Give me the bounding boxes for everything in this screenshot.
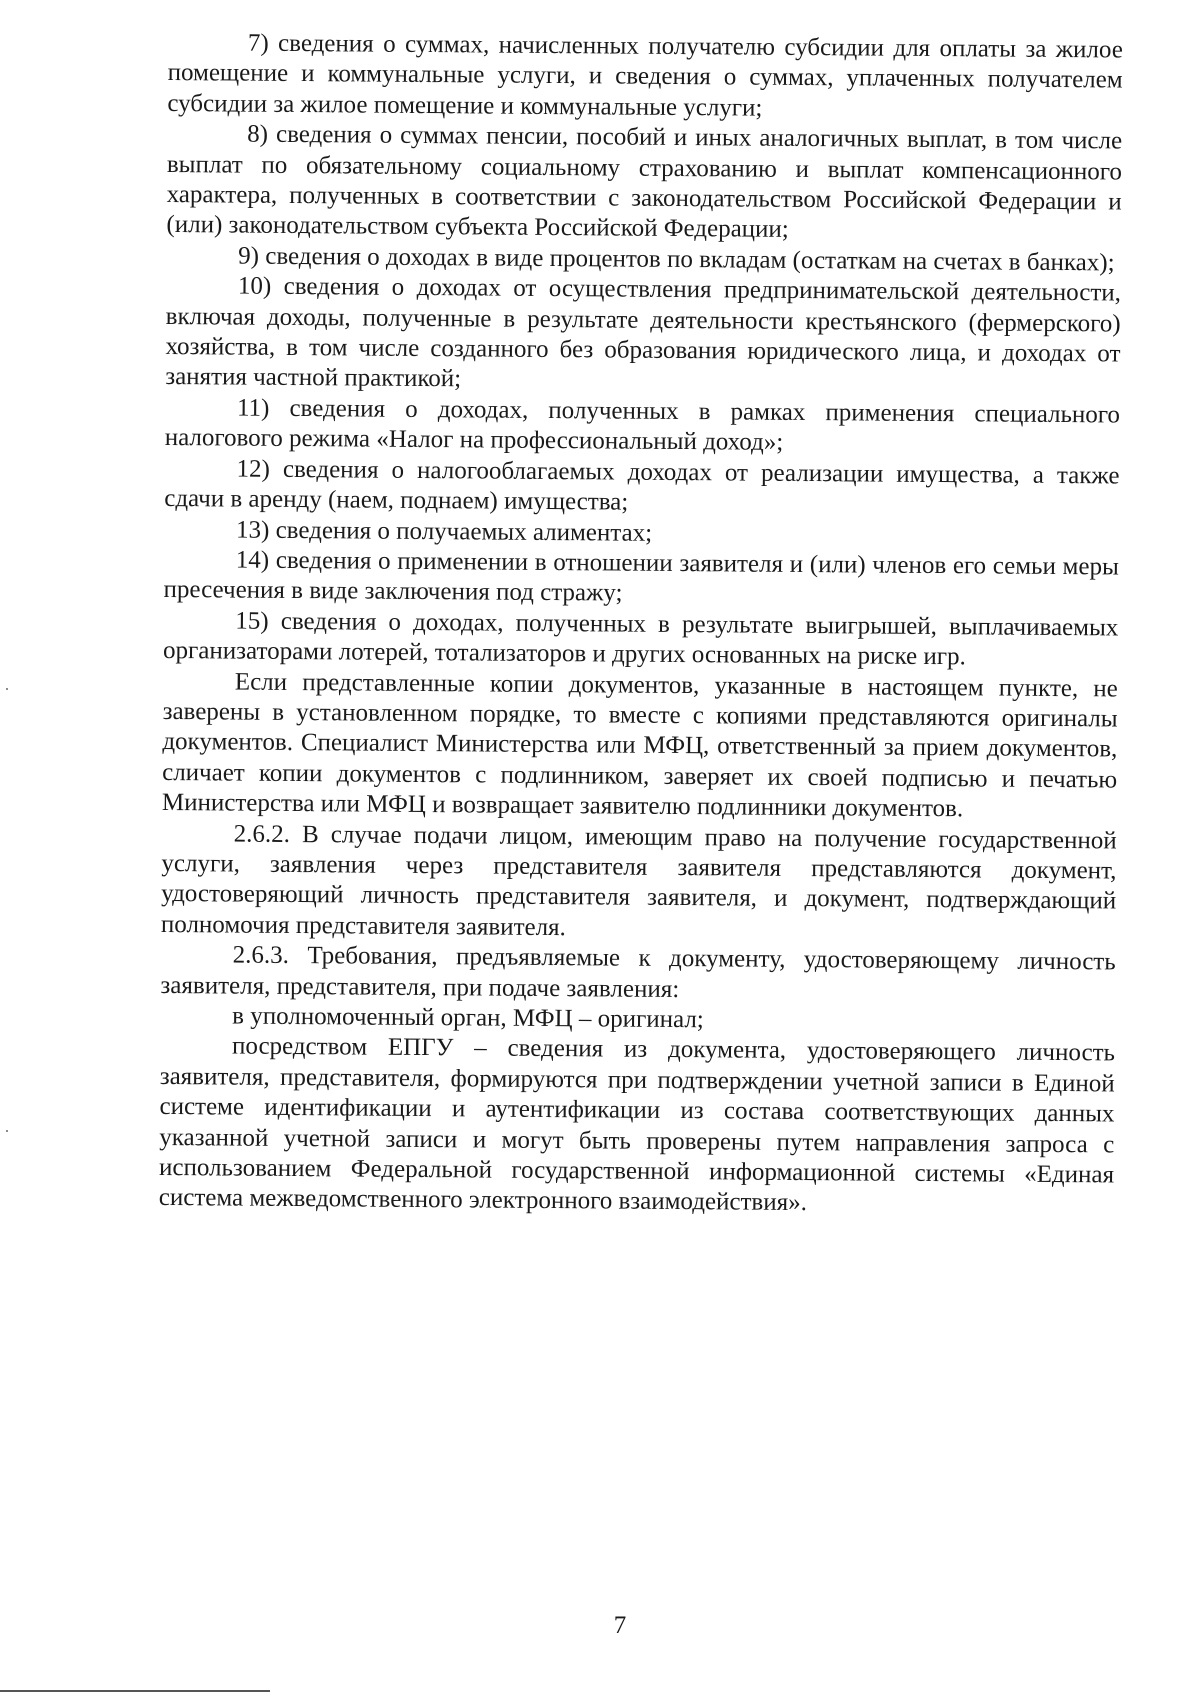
document-body bbox=[159, 28, 1123, 1221]
paragraph-item-8: 8) сведения о суммах пенсии, пособий и иных аналогичных выплат, в том числе выплат по обязательному социальному страхованию и выплат компенсационного характера, полученных в соответствии с законодательством Российской Федерации и (или) законодательством субъекта Российской Федерации; bbox=[166, 120, 1123, 244]
paragraph-item-10: 10) сведения о доходах от осуществления предпринимательской деятельности, включая доходы, полученные в результате деятельности крестьянского (фермерского) хозяйства, в том числе созданного без образования юридического лица, и доходах от занятия частной практикой; bbox=[165, 272, 1122, 393]
scan-speck bbox=[6, 1130, 8, 1132]
paragraph-item-12: 12) сведения о налогооблагаемых доходах от реализации имущества, а также сдачи в аренду (наем, поднаем) имущества; bbox=[164, 455, 1120, 516]
paragraph-authorized-body: в уполномоченный орган, МФЦ – оригинал; bbox=[232, 1002, 704, 1034]
paragraph-item-9: 9) сведения о доходах в виде процентов по вкладам (остаткам на счетах в банках); bbox=[238, 242, 1115, 277]
paragraph-item-14: 14) сведения о применении в отношении заявителя и (или) членов его семьи меры пресечения в виде заключения под стражу; bbox=[163, 546, 1119, 607]
scan-speck bbox=[6, 688, 8, 690]
paragraph-item-11: 11) сведения о доходах, полученных в рамках применения специального налогового режима «Налог на профессиональный доход»; bbox=[164, 394, 1121, 457]
paragraph-copies-note: Если представленные копии документов, указанные в настоящем пункте, не заверены в установленном порядке, то вместе с копиями представляются оригиналы документов. Специалист Министерства или МФЦ, ответственный за прием документов, сличает копии документов с подлинником, заверяет их своей подписью и печатью Министерства или МФЦ и возвращает заявителю подлинники документов. bbox=[161, 668, 1118, 823]
paragraph-2-6-3: 2.6.3. Требования, предъявляемые к документу, удостоверяющему личность заявителя, представителя, при подаче заявления: bbox=[160, 941, 1116, 1003]
paragraph-item-13: 13) сведения о получаемых алиментах; bbox=[235, 516, 653, 547]
scan-edge-line bbox=[0, 1690, 270, 1692]
paragraph-item-15: 15) сведения о доходах, полученных в результате выигрышей, выплачиваемых организаторами лотерей, тотализаторов и других основанных на риске игр. bbox=[163, 607, 1119, 671]
paragraph-epgu: посредством ЕПГУ – сведения из документа, удостоверяющего личность заявителя, представителя, формируются при подтверждении учетной записи в Единой системе идентификации и аутентификации из состава соответствующих данных указанной учетной записи и могут быть проверены путем направления запроса с использованием Федеральной государственной информационной системы «Единая система межведомственного электронного взаимодействия». bbox=[158, 1032, 1116, 1217]
page-number: 7 bbox=[613, 1612, 627, 1639]
paragraph-2-6-2: 2.6.2. В случае подачи лицом, имеющим право на получение государственной услуги, заявления через представителя заявителя представляются документ, удостоверяющий личность представителя заявителя, и документ, подтверждающий полномочия представителя заявителя. bbox=[160, 820, 1117, 941]
paragraph-item-7: 7) сведения о суммах, начисленных получателю субсидии для оплаты за жилое помещение и коммунальные услуги, и сведения о суммах, уплаченных получателем субсидии за жилое помещение и коммунальные услуги; bbox=[167, 29, 1123, 122]
